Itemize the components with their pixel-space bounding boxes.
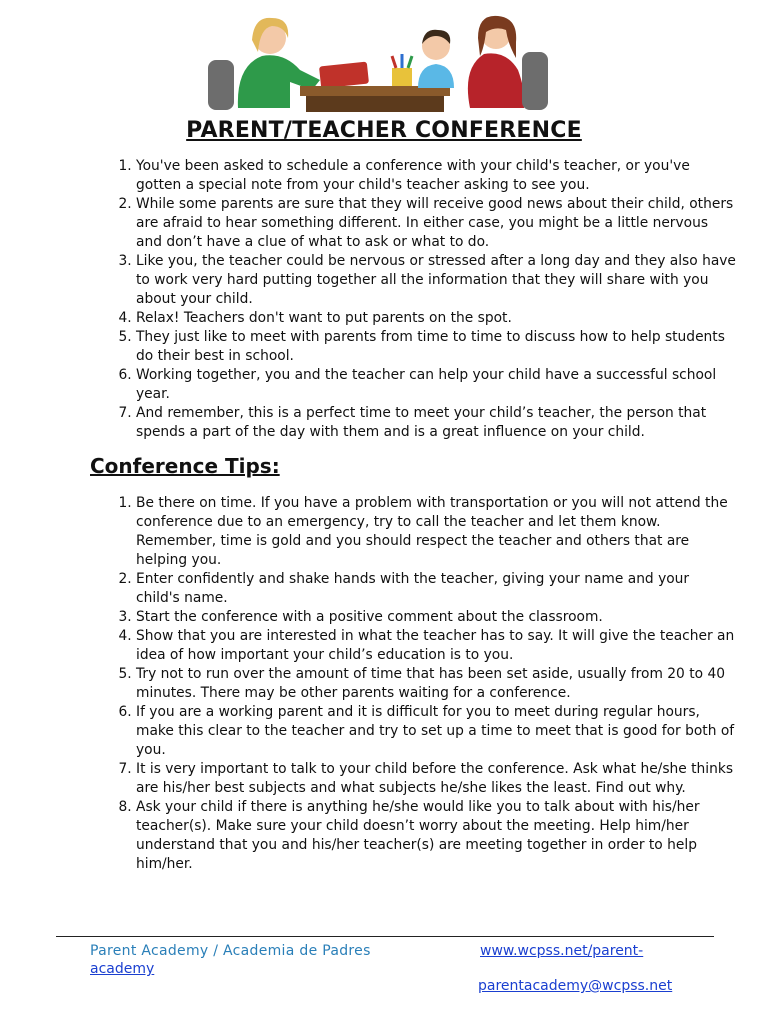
page-title: PARENT/TEACHER CONFERENCE (186, 118, 582, 143)
list-item: 5. They just like to meet with parents from time to time to discuss how to help students do their best in school. (136, 328, 736, 366)
table-front (306, 96, 444, 112)
pencil (408, 56, 412, 68)
section-heading-tips: Conference Tips: (90, 454, 280, 478)
footer-divider (56, 936, 714, 937)
list-item: 3. Start the conference with a positive comment about the classroom. (136, 608, 736, 627)
parent-teacher-illustration (200, 8, 560, 114)
footer-website-link-continued[interactable]: academy (90, 961, 155, 977)
child-body (418, 64, 454, 88)
list-item: 2. While some parents are sure that they will receive good news about their child, others are afraid to hear something different. In either case, you might be a little nervous and don’t have a clue of what to ask or what to do. (136, 195, 736, 252)
list-item: 6. If you are a working parent and it is difficult for you to meet during regular hours, make this clear to the teacher and try to set up a time to meet that is good for both of you. (136, 703, 736, 760)
book (319, 62, 369, 89)
chair-left (208, 60, 234, 110)
chair-right (522, 52, 548, 110)
list-item: 7. And remember, this is a perfect time to meet your child’s teacher, the person that spends a part of the day with them and is a great influence on your child. (136, 404, 736, 442)
footer-organization: Parent Academy / Academia de Padres (90, 943, 371, 959)
pencil (392, 56, 396, 68)
list-item: 5. Try not to run over the amount of time that has been set aside, usually from 20 to 40 minutes. There may be other parents waiting for a conference. (136, 665, 736, 703)
tips-list (90, 494, 736, 874)
list-item: 6. Working together, you and the teacher can help your child have a successful school year. (136, 366, 736, 404)
footer-email-link[interactable]: parentacademy@wcpss.net (478, 978, 673, 994)
pencil-cup (392, 68, 412, 86)
footer-website-link[interactable]: www.wcpss.net/parent- (480, 943, 644, 959)
list-item: 1. You've been asked to schedule a conference with your child's teacher, or you've gotten a special note from your child's teacher asking to see you. (136, 157, 736, 195)
list-item: 2. Enter confidently and shake hands with the teacher, giving your name and your child's name. (136, 570, 736, 608)
list-item: 1. Be there on time. If you have a problem with transportation or you will not attend the conference due to an emergency, try to call the teacher and let them know. Remember, time is gold and you should respect the teacher and others that are helping you. (136, 494, 736, 570)
list-item: 7. It is very important to talk to your child before the conference. Ask what he/she thinks are his/her best subjects and what subjects he/she likes the least. Find out why. (136, 760, 736, 798)
list-item: 3. Like you, the teacher could be nervous or stressed after a long day and they also have to work very hard putting together all the information that they will share with you about your child. (136, 252, 736, 309)
list-item: 8. Ask your child if there is anything he/she would like you to talk about with his/her teacher(s). Make sure your child doesn’t worry about the meeting. Help him/her understand that you and his/her teacher(s) are meeting together in order to help him/her. (136, 798, 736, 874)
list-item: 4. Show that you are interested in what the teacher has to say. It will give the teacher an idea of how important your child’s education is to you. (136, 627, 736, 665)
intro-list (90, 157, 736, 442)
teacher-body (468, 53, 525, 108)
list-item: 4. Relax! Teachers don't want to put parents on the spot. (136, 309, 736, 328)
